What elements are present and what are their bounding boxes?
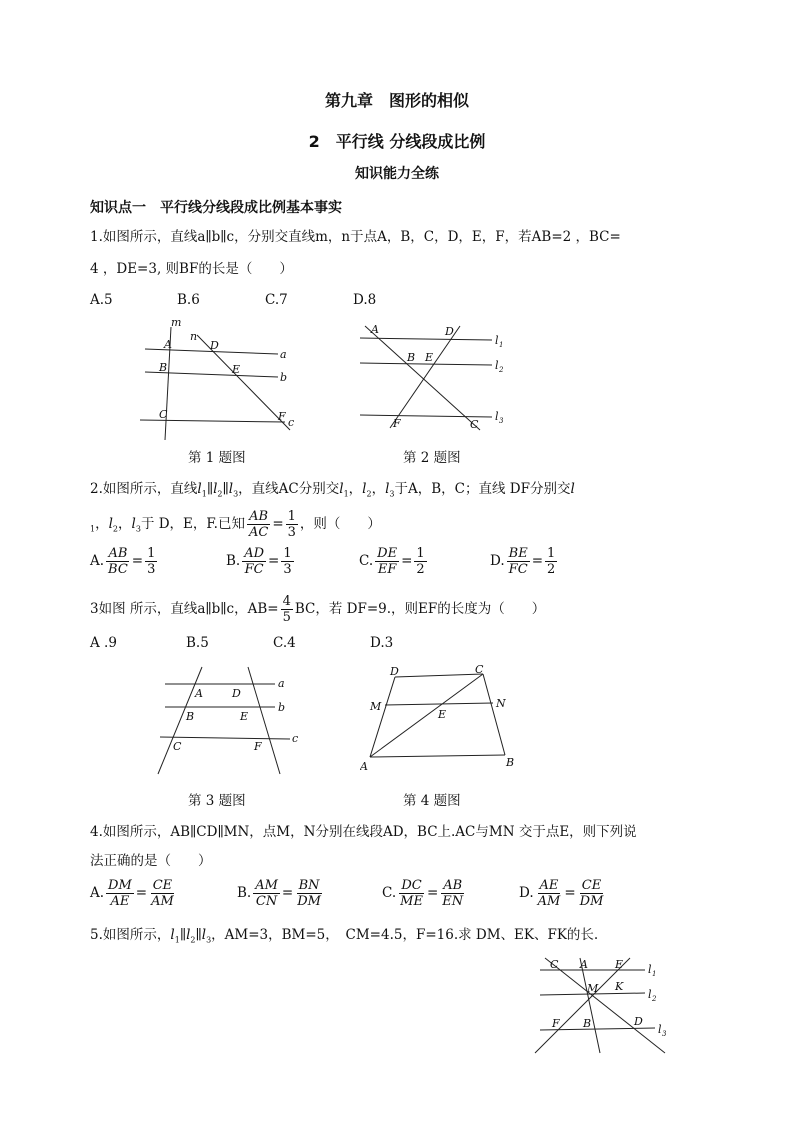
line-l3 <box>360 415 492 417</box>
knowledge-point-heading: 知识点一 平行线分线段成比例基本事实 <box>90 200 342 216</box>
fig1-label-A: A <box>164 338 172 351</box>
fig1-label-c: c <box>288 416 295 429</box>
subtitle: 知识能力全练 <box>355 166 439 182</box>
fig3-label-b: b <box>278 701 286 714</box>
fig3-label-F: F <box>254 740 262 753</box>
fig2-label-l: l <box>495 410 499 423</box>
fig1-caption: 第 1 题图 <box>188 450 246 466</box>
fig1-label-E: E <box>232 363 241 376</box>
q2-option-d: D. $\frac{BE}{FC}$ = $\frac{1}{2}$ <box>490 546 556 577</box>
fig1-label-B: B <box>159 361 168 374</box>
fig4-label-B: B <box>506 756 515 769</box>
fig3-label-D: D <box>232 687 241 700</box>
q2-given-frac-left: $\frac{AB}{AC}$ <box>248 509 269 540</box>
line-CD <box>545 958 665 1053</box>
fig1-label-F: F <box>278 410 286 423</box>
q4-option-c: C. $\frac{DC}{ME}$ = $\frac{AB}{EN}$ <box>382 878 464 909</box>
fig2-label-E: E <box>425 351 434 364</box>
fig1-label-m: m <box>171 316 182 329</box>
fig3-label-E: E <box>240 710 249 723</box>
fig5-label-sub3: 3 <box>662 1030 667 1038</box>
q4-option-a: A. $\frac{DM}{AE}$ = $\frac{CE}{AM}$ <box>90 878 174 909</box>
fig2-caption: 第 2 题图 <box>403 450 461 466</box>
fig5-label-sub1: 1 <box>652 970 657 978</box>
figure-1 <box>135 315 305 440</box>
fig3-label-a: a <box>278 677 285 690</box>
fig5-label-F: F <box>552 1017 560 1030</box>
fig4-caption: 第 4 题图 <box>403 793 461 809</box>
q2-given-frac-right: $\frac{1}{3}$ <box>287 509 296 540</box>
line-AC <box>158 667 202 774</box>
fig1-label-b: b <box>280 371 288 384</box>
q3-option-a: A .9 <box>90 635 117 651</box>
fig5-label-K: K <box>615 980 624 993</box>
figure-5 <box>530 953 680 1058</box>
fig2-label-D: D <box>445 325 454 338</box>
q4-text-line2: 法正确的是（ ） <box>90 853 212 869</box>
line-c <box>160 737 290 739</box>
fig2-label-l: l <box>495 359 499 372</box>
fig3-label-B: B <box>186 710 195 723</box>
fig2-label-F: F <box>393 417 401 430</box>
segment-DC <box>395 674 483 677</box>
q2-text-line2: $_1$，$l_2$，$l_3$于 D，E，F.已知 $\frac{AB}{AC}$ = $\frac{1}{3}$ ，则（ ） <box>90 509 381 540</box>
q3-option-b: B.5 <box>186 635 209 651</box>
fig5-label-A: A <box>580 958 588 971</box>
fig5-label-l: l <box>648 988 652 1001</box>
fig5-label-C: C <box>550 958 559 971</box>
line-DF <box>390 326 460 428</box>
fig2-label-sub2: 2 <box>499 366 504 374</box>
q2-option-b: B. $\frac{AD}{FC}$ = $\frac{1}{3}$ <box>226 546 292 577</box>
q1-option-a: A.5 <box>90 292 113 308</box>
fig2-label-B: B <box>407 351 416 364</box>
fig3-caption: 第 3 题图 <box>188 793 246 809</box>
q1-option-c: C.7 <box>265 292 288 308</box>
fig3-label-A: A <box>195 687 203 700</box>
line-DF <box>248 667 280 774</box>
q5-text: 5.如图所示，$l_1\parallel l_2\parallel l_3$，AM=3，BM=5， CM=4.5，F=16.求 DM、EK、FK的长. <box>90 927 599 945</box>
q4-option-b: B. $\frac{AM}{CN}$ = $\frac{BN}{DM}$ <box>237 878 321 909</box>
fig4-label-C: C <box>475 663 484 676</box>
fig5-label-E: E <box>615 958 624 971</box>
fig3-label-c: c <box>292 732 299 745</box>
segment-BC <box>483 674 505 755</box>
q4-option-d: D. $\frac{AE}{AM}$ = $\frac{CE}{DM}$ <box>519 878 604 909</box>
q1-text-line2: 4 ，DE=3, 则BF的长是（ ） <box>90 261 293 277</box>
figure-4 <box>360 662 520 777</box>
figure-2 <box>355 318 515 433</box>
fig4-label-A: A <box>360 760 368 773</box>
q2-text-line1: 2.如图所示，直线$l_1\parallel l_2\parallel l_3$，直线AC分别交$l_1$，$l_2$，$l_3$于A，B，C；直线 DF分别交l <box>90 481 575 499</box>
fig1-label-D: D <box>210 339 219 352</box>
fig5-label-l: l <box>658 1023 662 1036</box>
chapter-title: 第九章 图形的相似 <box>324 91 469 110</box>
fig4-label-N: N <box>496 697 506 710</box>
segment-AD <box>370 677 395 757</box>
segment-MN <box>385 703 493 705</box>
q1-option-d: D.8 <box>353 292 377 308</box>
q3-option-c: C.4 <box>273 635 296 651</box>
fig4-label-E: E <box>438 708 447 721</box>
fig5-label-D: D <box>634 1015 643 1028</box>
q4-text-line1: 4.如图所示，AB∥CD∥MN，点M，N分别在线段AD，BC上.AC与MN 交于点E，则下列说 <box>90 824 637 840</box>
segment-AC <box>370 674 483 757</box>
section-title: 2 平行线 分线段成比例 <box>308 132 486 151</box>
q2-option-c: C. $\frac{DE}{EF}$ = $\frac{1}{2}$ <box>359 546 425 577</box>
fig5-label-sub2: 2 <box>652 995 657 1003</box>
fig1-label-a: a <box>280 348 287 361</box>
fig3-label-C: C <box>173 740 182 753</box>
fig2-label-sub1: 1 <box>499 341 504 349</box>
line-AC <box>365 326 480 430</box>
fig5-label-M: M <box>587 982 599 995</box>
q3-option-d: D.3 <box>370 635 394 651</box>
fig1-label-C: C <box>159 408 168 421</box>
fig2-label-A: A <box>371 323 379 336</box>
segment-AB <box>370 755 505 757</box>
fig2-label-sub3: 3 <box>499 417 504 425</box>
fig4-label-M: M <box>370 700 382 713</box>
fig5-label-B: B <box>583 1017 592 1030</box>
fig2-label-C: C <box>470 418 479 431</box>
fig1-label-n: n <box>190 330 198 343</box>
q1-text-line1: 1.如图所示，直线a∥b∥c，分别交直线m，n于点A，B，C，D，E，F，若AB=2 ，BC= <box>90 229 621 245</box>
fig4-label-D: D <box>390 665 399 678</box>
q3-text: 3如图 所示，直线a∥b∥c，AB= $\frac{4}{5}$ BC，若 DF=9.，则EF的长度为（ ） <box>90 594 546 625</box>
q2-option-a: A. $\frac{AB}{BC}$ = $\frac{1}{3}$ <box>90 546 156 577</box>
fig5-label-l: l <box>648 963 652 976</box>
figure-3 <box>150 662 310 777</box>
q1-option-b: B.6 <box>177 292 200 308</box>
fig2-label-l: l <box>495 334 499 347</box>
